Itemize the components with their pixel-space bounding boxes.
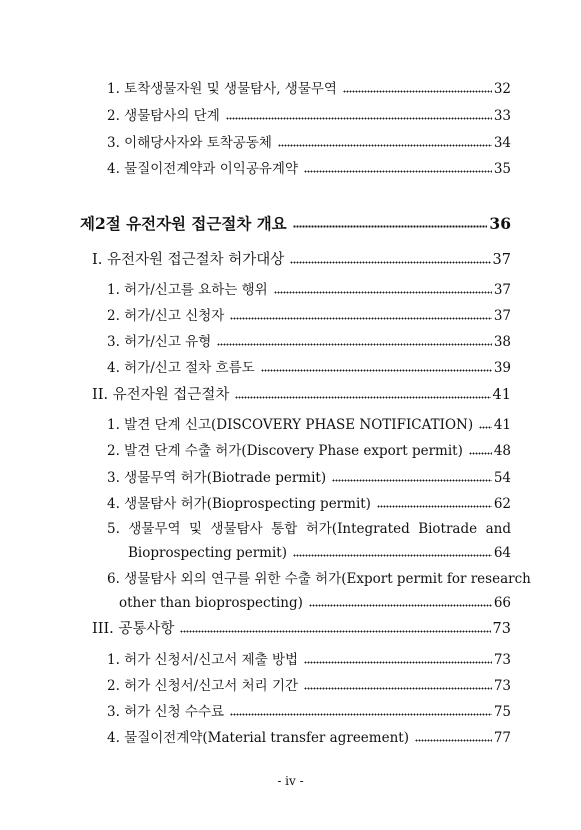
toc-entry-continuation [128,544,511,562]
toc-chapter [80,215,511,233]
dot-leader [274,291,492,294]
toc-entry [107,677,511,695]
toc-entry-label: 1. 허가 신청서/신고서 제출 방법 [107,652,299,668]
toc-entry [107,107,511,125]
toc-entry-page: 33 [493,108,511,124]
dot-leader [278,144,492,147]
toc-entry-label: 4. 물질이전계약(Material transfer agreement) [107,730,409,746]
toc-entry-multiline [107,570,531,588]
toc-entry [107,281,511,299]
toc-section-page: 41 [492,387,511,403]
toc-entry-label: 2. 허가 신청서/신고서 처리 기간 [107,678,299,694]
dot-leader [304,661,492,664]
toc-entry-page: 73 [493,678,511,694]
toc-entry-page: 54 [493,470,511,486]
toc-entry [107,442,511,460]
toc-entry-page: 62 [493,496,511,512]
toc-entry [107,333,511,351]
toc-entry [107,469,511,487]
toc-entry [107,80,511,98]
toc-entry [107,160,511,178]
toc-entry-page: 41 [493,417,511,433]
toc-entry [107,416,511,434]
toc-entry-label: 1. 토착생물자원 및 생물탐사, 생물무역 [107,81,337,97]
toc-entry-page: 35 [493,161,511,177]
toc-entry-page: 75 [493,704,511,720]
toc-entry-label: 3. 이해당사자와 토착공동체 [107,135,272,151]
toc-entry [107,703,511,721]
dot-leader [304,170,492,173]
toc-entry-line1: 6. 생물탐사 외의 연구를 위한 수출 허가(Export permit for research [107,571,531,587]
word: 허가(Integrated [305,521,410,537]
toc-section-page: 73 [492,621,511,637]
dot-leader [180,630,490,633]
dot-leader [469,452,492,455]
toc-entry-page: 64 [493,545,511,561]
dot-leader [377,505,492,508]
toc-section-label: II. 유전자원 접근절차 [92,387,230,403]
word: 생물탐사 [210,521,263,537]
toc-entry-continuation [119,594,511,612]
toc-entry-page: 34 [493,135,511,151]
toc-entry-page: 37 [493,282,511,298]
toc-entry-page: 32 [493,81,511,97]
toc-entry [107,651,511,669]
toc-entry-label: 3. 허가 신청 수수료 [107,704,225,720]
toc-entry-label: 1. 발견 단계 신고(DISCOVERY PHASE NOTIFICATION) [107,417,474,433]
dot-leader [235,396,490,399]
toc-entry-label: 1. 허가/신고를 요하는 행위 [107,282,268,298]
toc-entry [107,307,511,325]
toc-section-label: III. 공통사항 [92,621,175,637]
toc-entry-label: other than bioprospecting) [119,595,303,611]
toc-entry-page: 66 [493,595,511,611]
toc-entry [107,359,511,377]
word: 5. [107,521,120,537]
toc-entry-label: 2. 생물탐사의 단계 [107,108,220,124]
dot-leader [230,713,492,716]
dot-leader [293,225,488,228]
dot-leader [226,117,492,120]
dot-leader [261,369,492,372]
dot-leader [217,343,492,346]
toc-entry-page: 48 [493,443,511,459]
toc-section-page: 37 [492,252,511,268]
toc-entry-page: 73 [493,652,511,668]
toc-entry-page: 39 [493,360,511,376]
toc-entry-page: 37 [493,308,511,324]
word: Biotrade [418,521,478,537]
toc-entry-label: Bioprospecting permit) [128,545,287,561]
toc-entry-label: 3. 생물무역 허가(Biotrade permit) [107,470,327,486]
dot-leader [290,261,490,264]
dot-leader [230,317,492,320]
toc-entry-label: 2. 발견 단계 수출 허가(Discovery Phase export permit) [107,443,463,459]
dot-leader [309,604,492,607]
toc-entry-line1 [107,520,511,538]
word: 및 [189,521,203,537]
toc-entry-page: 38 [493,334,511,350]
toc-section-heading [92,620,511,638]
toc-entry-label: 4. 물질이전계약과 이익공유계약 [107,161,298,177]
toc-entry-label: 3. 허가/신고 유형 [107,334,212,350]
word: 통합 [271,521,298,537]
toc-entry-page: 77 [493,730,511,746]
dot-leader [304,687,492,690]
toc-chapter-page: 36 [489,214,511,233]
toc-section-heading [92,386,511,404]
toc-entry-label: 4. 허가/신고 절차 흐름도 [107,360,255,376]
dot-leader [293,554,492,557]
toc-entry-multiline [107,520,511,538]
toc-entry [107,495,511,513]
page-number-footer: - iv - [277,774,304,788]
toc-entry [107,729,511,747]
toc-section-heading [92,251,511,269]
dot-leader [479,426,492,429]
word: and [485,521,511,537]
dot-leader [343,90,492,93]
toc-entry-label: 4. 생물탐사 허가(Bioprospecting permit) [107,496,371,512]
dot-leader [415,739,492,742]
word: 생물무역 [128,521,181,537]
dot-leader [332,479,492,482]
toc-entry [107,134,511,152]
toc-entry-label: 2. 허가/신고 신청자 [107,308,225,324]
toc-section-label: I. 유전자원 접근절차 허가대상 [92,252,285,268]
toc-chapter-label: 제2절 유전자원 접근절차 개요 [80,214,287,233]
